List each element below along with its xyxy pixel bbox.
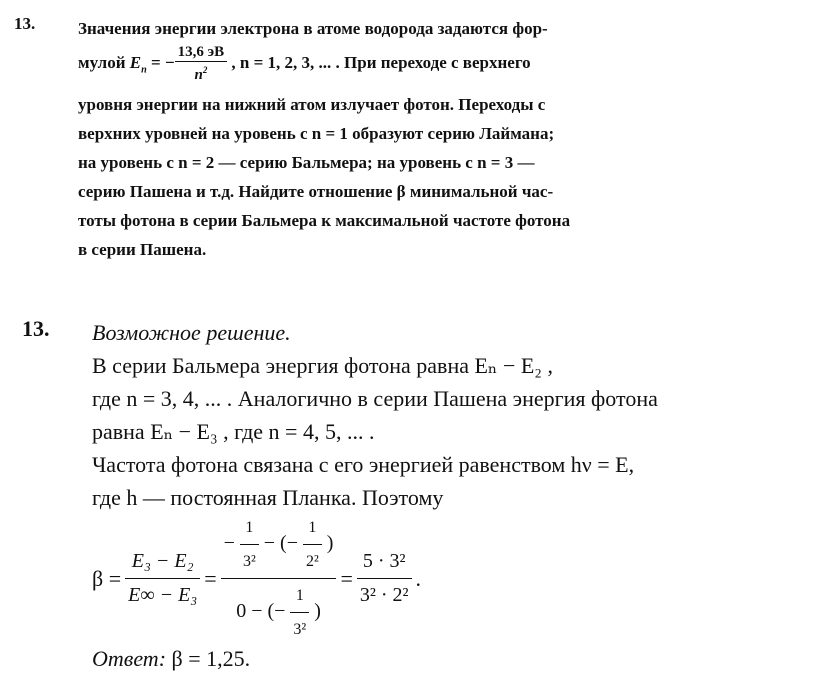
solution-number: 13. bbox=[22, 316, 50, 341]
beta-formula bbox=[92, 518, 792, 638]
beta-symbol: β = bbox=[92, 565, 122, 591]
problem-line-formula: мулой $E_n$ = − $\frac{13,6 эВ}{n^2}$ , n = 1, 2, 3, ... . При переходе с верхнего bbox=[78, 44, 531, 84]
problem-line: тоты фотона в серии Бальмера к максимальной частоте фотона bbox=[78, 211, 571, 231]
solution-line: где n = 3, 4, ... . Аналогично в серии Пашена энергия фотона bbox=[92, 386, 658, 411]
solution-body bbox=[92, 316, 792, 675]
problem-line: серию Пашена и т.д. Найдите отношение β минимальной час- bbox=[78, 182, 554, 202]
problem-line: уровня энергии на нижний атом излучает фотон. Переходы с bbox=[78, 95, 546, 115]
equals-sign: = bbox=[340, 565, 353, 591]
fraction-result: $\frac{\text{5 · 3²}}{\text{3² · 2²}}$ bbox=[357, 545, 412, 612]
fraction-levels: − $\frac{1}{\text{3²}}$ − (− $\frac{1}{\text{2²}}$ ) 0 − (− $\frac{1}{\text{3²}}$ ) bbox=[221, 511, 337, 646]
answer-label: Ответ: bbox=[92, 646, 167, 671]
energy-fraction: $\frac{13,6 эВ}{n^2}$ bbox=[175, 44, 228, 84]
solution-line: В серии Бальмера энергия фотона равна Eₙ − E₂ , bbox=[92, 353, 553, 378]
energy-symbol: $E_n$ bbox=[129, 53, 147, 76]
problem-line: на уровень с n = 2 — серию Бальмера; на уровень с n = 3 — bbox=[78, 153, 535, 173]
answer-value: β = 1,25. bbox=[171, 646, 251, 671]
problem-number: 13. bbox=[14, 14, 36, 33]
problem-text bbox=[78, 14, 598, 264]
solution-line: равна Eₙ − E₃ , где n = 4, 5, ... . bbox=[92, 419, 375, 444]
formula-end: . bbox=[415, 565, 422, 591]
problem-line: в серии Пашена. bbox=[78, 240, 207, 260]
solution-line: где h — постоянная Планка. Поэтому bbox=[92, 485, 444, 510]
problem-line: Значения энергии электрона в атоме водорода задаются фор- bbox=[78, 19, 548, 38]
problem-line: верхних уровней на уровень с n = 1 образуют серию Лаймана; bbox=[78, 124, 555, 144]
solution-line: Частота фотона связана с его энергией равенством hν = E, bbox=[92, 452, 635, 477]
fraction-energy: $\frac{\text{E₃ − E₂}}{\text{E∞ − E₃}}$ bbox=[125, 545, 200, 612]
equals-sign: = bbox=[204, 565, 217, 591]
problem-line-suffix: , n = 1, 2, 3, ... . При переходе с верхнего bbox=[231, 53, 531, 72]
answer-line bbox=[92, 642, 792, 675]
problem-line-prefix: мулой bbox=[78, 53, 126, 72]
solution-heading: Возможное решение. bbox=[92, 320, 291, 345]
